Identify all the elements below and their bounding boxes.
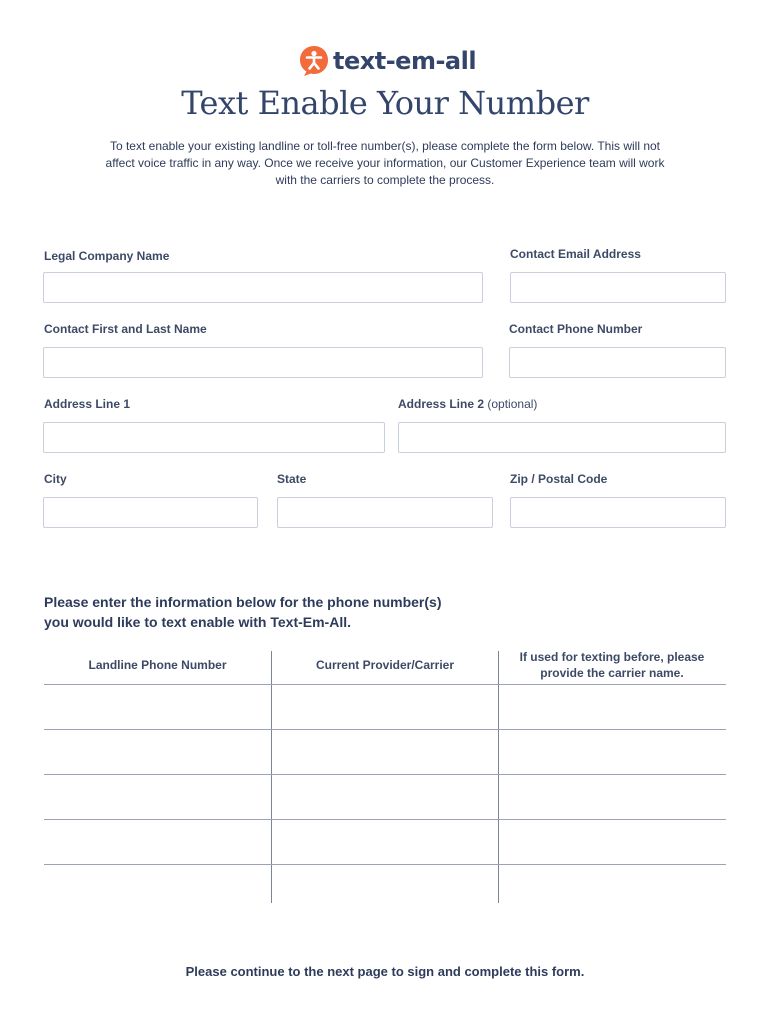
contact-email-input[interactable] (510, 272, 726, 303)
table-cell-provider-4[interactable] (272, 820, 498, 864)
contact-name-label: Contact First and Last Name (44, 322, 207, 336)
table-cell-prior-carrier-3[interactable] (499, 775, 726, 819)
table-cell-prior-carrier-4[interactable] (499, 820, 726, 864)
table-cell-landline-3[interactable] (44, 775, 271, 819)
table-cell-provider-1[interactable] (272, 685, 498, 729)
table-cell-landline-5[interactable] (44, 865, 271, 903)
column-header-prior-carrier: If used for texting before, please provide the carrier name. (519, 650, 705, 680)
table-cell-prior-carrier-1[interactable] (499, 685, 726, 729)
table-cell-provider-2[interactable] (272, 730, 498, 774)
state-label: State (277, 472, 307, 486)
optional-hint: (optional) (487, 397, 538, 411)
legal-company-name-input[interactable] (43, 272, 483, 303)
contact-phone-input[interactable] (509, 347, 726, 378)
table-cell-landline-2[interactable] (44, 730, 271, 774)
contact-phone-label: Contact Phone Number (509, 322, 643, 336)
legal-company-name-label: Legal Company Name (44, 249, 170, 263)
page-title: Text Enable Your Number (181, 84, 589, 122)
address-line-2-input[interactable] (398, 422, 726, 453)
city-input[interactable] (43, 497, 258, 528)
city-label: City (44, 472, 67, 486)
table-cell-prior-carrier-2[interactable] (499, 730, 726, 774)
footer-note: Please continue to the next page to sign and complete this form. (185, 964, 585, 979)
address-line-2-label: Address Line 2 (optional) (398, 397, 538, 411)
brand-logo (299, 44, 476, 78)
zip-input[interactable] (510, 497, 726, 528)
table-cell-prior-carrier-5[interactable] (499, 865, 726, 903)
column-header-provider: Current Provider/Carrier (315, 658, 455, 672)
brand-name: text-em-all (333, 47, 477, 75)
table-cell-landline-4[interactable] (44, 820, 271, 864)
speech-bubble-person-icon (299, 45, 329, 77)
table-cell-landline-1[interactable] (44, 685, 271, 729)
address-line-1-label: Address Line 1 (44, 397, 131, 411)
state-input[interactable] (277, 497, 493, 528)
table-cell-provider-3[interactable] (272, 775, 498, 819)
contact-email-label: Contact Email Address (510, 247, 641, 261)
numbers-section-heading: Please enter the information below for the phone number(s) you would like to text enable with Text-Em-All. (44, 594, 442, 630)
table-cell-provider-5[interactable] (272, 865, 498, 903)
column-header-landline: Landline Phone Number (88, 658, 227, 672)
address-line-1-input[interactable] (43, 422, 385, 453)
zip-label: Zip / Postal Code (510, 472, 608, 486)
intro-text: To text enable your existing landline or toll-free number(s), please complete the form below. This will not affect voice traffic in any way. Once we receive your information, our Customer Experience team will work with the carriers to complete the process. (105, 139, 665, 187)
contact-name-input[interactable] (43, 347, 483, 378)
